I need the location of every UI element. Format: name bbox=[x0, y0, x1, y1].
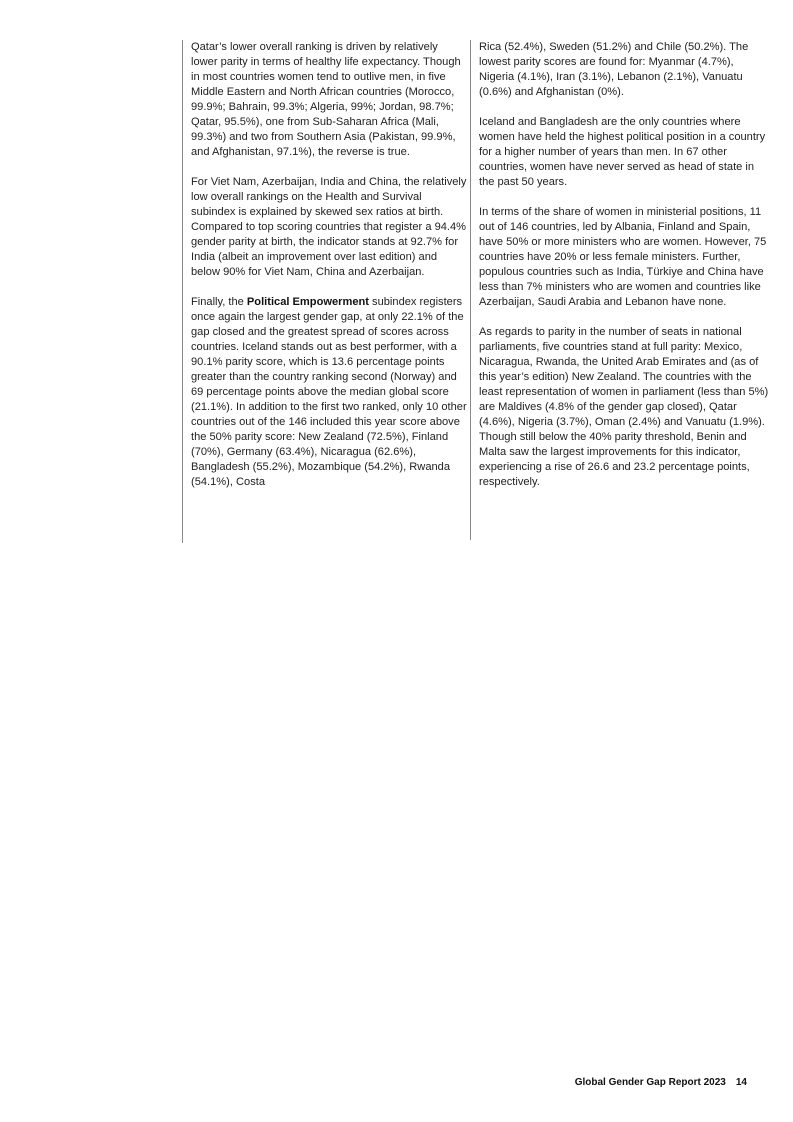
paragraph-political-empowerment bbox=[191, 295, 467, 490]
paragraph-political-empowerment-intro: Finally, the bbox=[191, 296, 247, 308]
page-number: 14 bbox=[735, 1077, 747, 1088]
page-footer bbox=[575, 1077, 747, 1088]
paragraph-ministerial-positions: In terms of the share of women in ministerial positions, 11 out of 146 countries, led by Albania, Finland and Spain, have 50% or more ministers who are women. However, 75 countries have 20% or less female ministers. Further, populous countries such as India, Türkiye and China have less than 7% ministers who are women and countries like Azerbaijan, Saudi Arabia and Lebanon have none. bbox=[479, 206, 767, 308]
left-text-column bbox=[182, 40, 467, 543]
political-empowerment-term: Political Empowerment bbox=[246, 296, 369, 308]
paragraph-head-of-state: Iceland and Bangladesh are the only countries where women have held the highest political position in a country for a higher number of years than men. In 67 other countries, women have never served as head of state in the past 50 years. bbox=[479, 116, 766, 188]
paragraph-political-empowerment-body: subindex registers once again the largest gender gap, at only 22.1% of the gap closed and the greatest spread of scores across countries. Iceland stands out as best performer, with a 90.1% parity score, which is 13.6 percentage points greater than the country ranking second (Norway) and 69 percentage points above the median global score (21.1%). In addition to the first two ranked, only 10 other countries out of the 146 included this year score above the 50% parity score: New Zealand (72.5%), Finland (70%), Germany (63.4%), Nicaragua (62.6%), Bangladesh (55.2%), Mozambique (54.2%), Rwanda (54.1%), Costa bbox=[191, 296, 467, 488]
paragraph-sex-ratio-at-birth: For Viet Nam, Azerbaijan, India and China, the relatively low overall rankings on the Health and Survival subindex is explained by skewed sex ratios at birth. Compared to top scoring countries that register a 94.4% gender parity at birth, the indicator stands at 92.7% for India (albeit an improvement over last edition) and below 90% for Viet Nam, China and Azerbaijan. bbox=[191, 176, 467, 278]
report-title: Global Gender Gap Report 2023 bbox=[574, 1077, 726, 1088]
paragraph-parliament-seats: As regards to parity in the number of seats in national parliaments, five countries stand at full parity: Mexico, Nicaragua, Rwanda, the United Arab Emirates and (as of this year’s edition) New Zealand. The countries with the least representation of women in parliament (less than 5%) are Maldives (4.8% of the gender gap closed), Qatar (4.6%), Nigeria (3.7%), Oman (2.4%) and Vanuatu (1.9%). Though still below the 40% parity threshold, Benin and Malta saw the largest improvements for this indicator, experiencing a rise of 26.6 and 23.2 percentage points, respectively. bbox=[479, 326, 769, 488]
right-text-column bbox=[470, 40, 769, 540]
paragraph-lowest-parity-scores: Rica (52.4%), Sweden (51.2%) and Chile (50.2%). The lowest parity scores are found for: Myanmar (4.7%), Nigeria (4.1%), Iran (3.1%), Lebanon (2.1%), Vanuatu (0.6%) and Afghanistan (0%). bbox=[479, 41, 749, 98]
paragraph-healthy-life-expectancy: Qatar’s lower overall ranking is driven by relatively lower parity in terms of healthy life expectancy. Though in most countries women tend to outlive men, in five Middle Eastern and North African countries (Morocco, 99.9%; Bahrain, 99.3%; Algeria, 99%; Jordan, 98.7%; Qatar, 95.5%), one from Sub-Saharan Africa (Mali, 99.3%) and two from Southern Asia (Pakistan, 99.9%, and Afghanistan, 97.1%), the reverse is true. bbox=[191, 41, 461, 158]
